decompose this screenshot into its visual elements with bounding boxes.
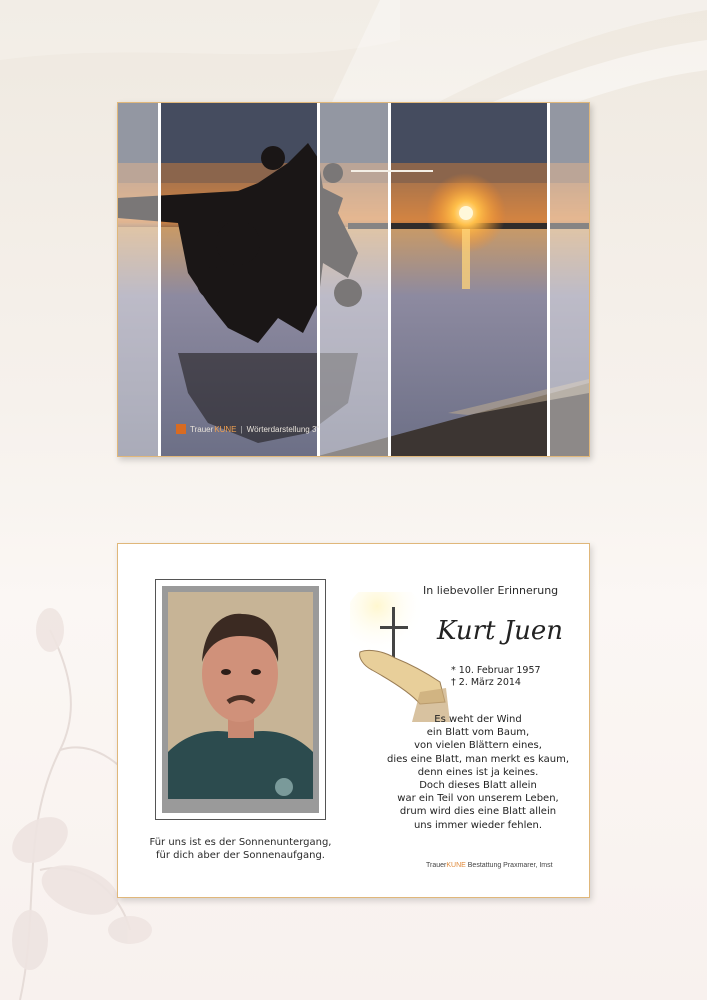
brand-highlight: KUNE xyxy=(214,424,237,434)
brand-footer xyxy=(426,862,553,869)
photo-frame xyxy=(155,579,326,820)
divider-line xyxy=(158,103,161,456)
brand-separator: | xyxy=(240,424,243,434)
divider-line xyxy=(388,103,391,456)
caption-line: Für uns ist es der Sonnenuntergang, xyxy=(149,837,332,848)
footer-text: Bestattung Praxmarer, Imst xyxy=(467,862,553,869)
deceased-name: Kurt Juen xyxy=(437,616,564,646)
life-dates xyxy=(451,665,541,689)
brand-label: Trauer xyxy=(190,424,214,434)
overlay-panel-right xyxy=(550,103,589,456)
divider-line xyxy=(317,103,320,456)
poem-line: von vielen Blättern eines, xyxy=(414,740,542,752)
portrait-photo xyxy=(168,592,313,799)
back-card xyxy=(117,543,590,898)
overlay-panel-middle xyxy=(320,103,389,456)
brand-logo-icon xyxy=(176,424,186,434)
brand-front xyxy=(176,424,319,434)
poem-line: dies eine Blatt, man merkt es kaum, xyxy=(386,753,570,765)
template-name: Wörterdarstellung 3" xyxy=(246,424,320,434)
poem-line: uns immer wieder fehlen. xyxy=(413,819,543,831)
front-card xyxy=(117,102,590,457)
poem-line: Es weht der Wind xyxy=(434,714,522,725)
birth-date: * 10. Februar 1957 xyxy=(451,665,541,676)
overlay-panel-left xyxy=(118,103,158,456)
memory-heading: In liebevoller Erinnerung xyxy=(423,584,559,597)
poem-line: denn eines ist ja keines. xyxy=(417,766,539,778)
poem-line: war ein Teil von unserem Leben, xyxy=(397,793,559,805)
poem xyxy=(378,713,578,832)
brand-highlight: KUNE xyxy=(446,862,466,869)
photo-caption xyxy=(128,836,353,862)
cross-bar-icon xyxy=(351,170,433,172)
brand-label: Trauer xyxy=(426,862,447,869)
divider-line xyxy=(547,103,550,456)
death-date: † 2. März 2014 xyxy=(451,677,521,688)
caption-line: für dich aber der Sonnenaufgang. xyxy=(156,850,325,861)
praying-hand-icon xyxy=(350,592,450,722)
poem-line: ein Blatt vom Baum, xyxy=(426,727,530,739)
poem-line: drum wird dies eine Blatt allein xyxy=(399,806,557,818)
poem-line: Doch dieses Blatt allein xyxy=(419,780,537,792)
